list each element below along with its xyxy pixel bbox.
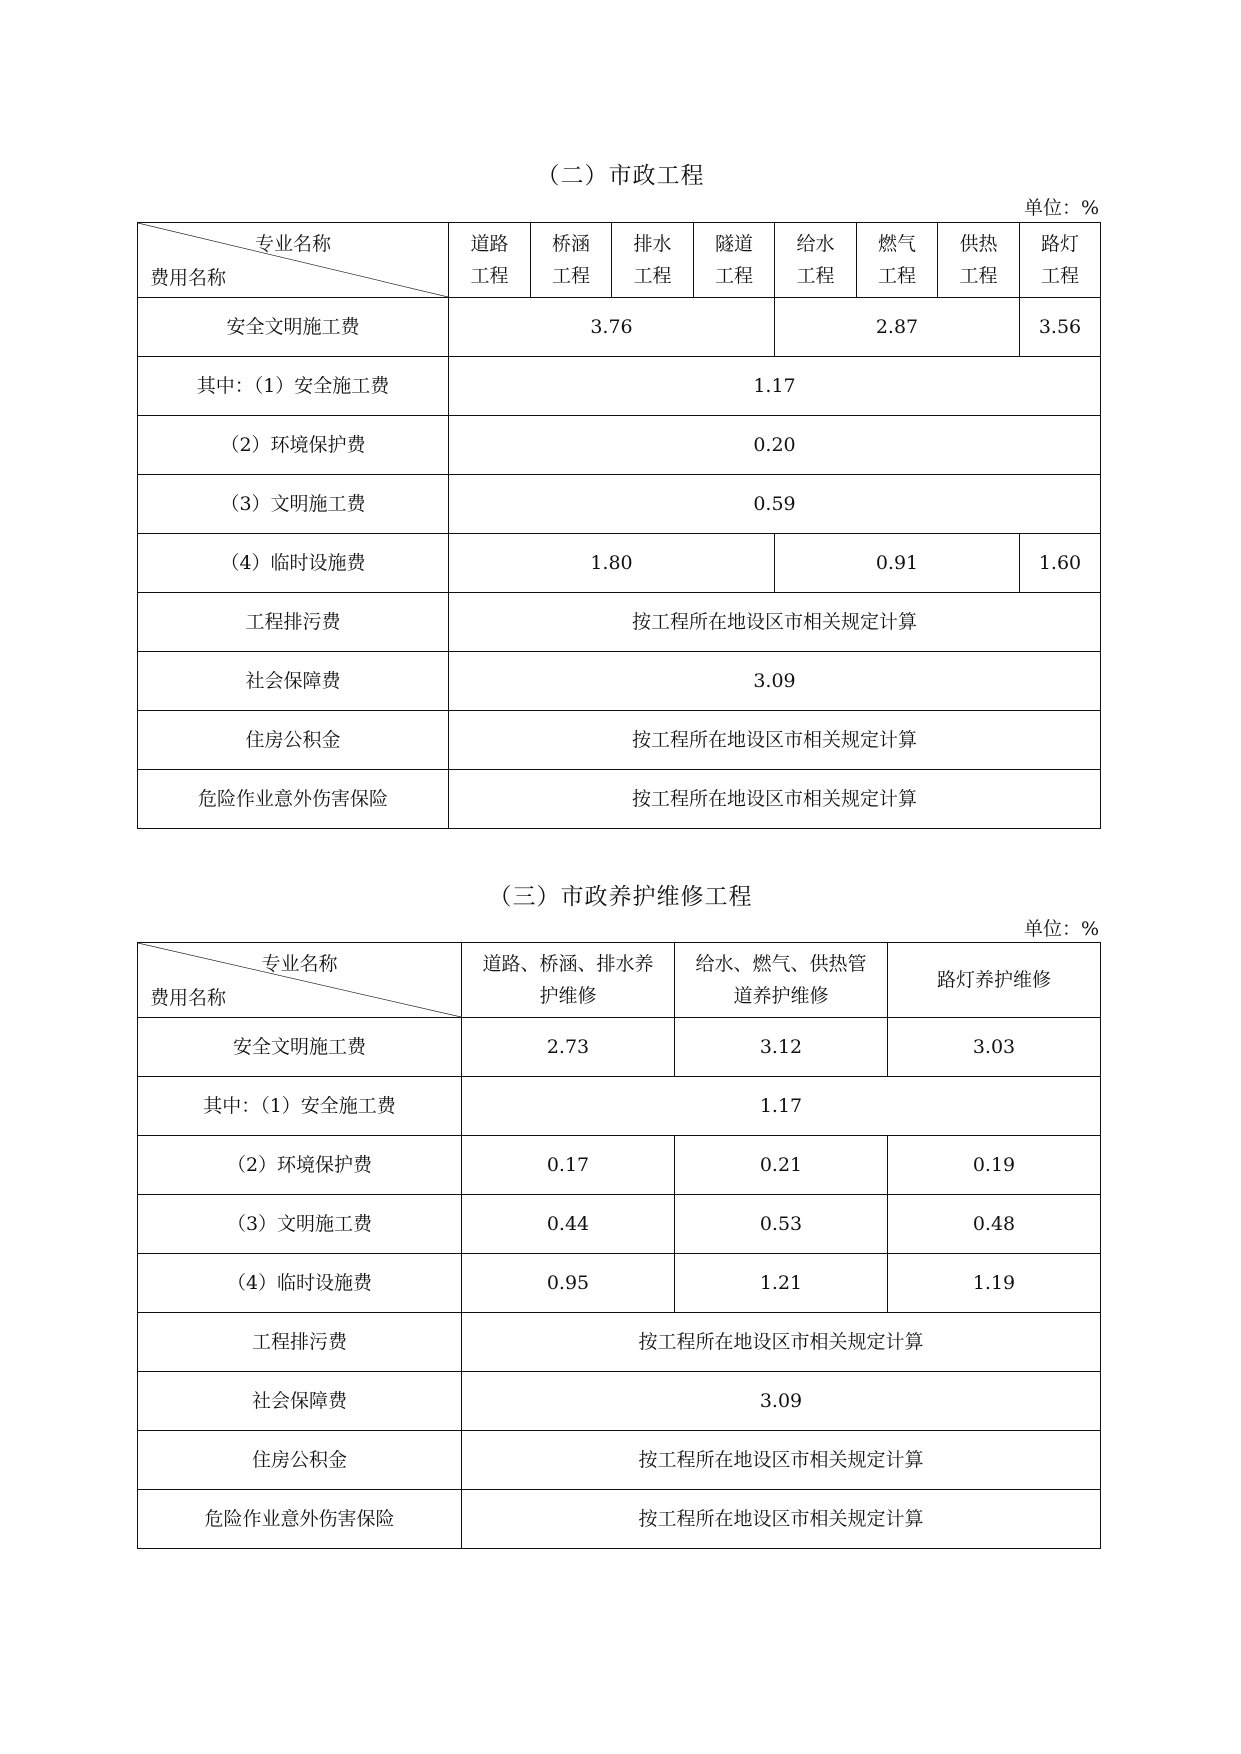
value-cell: 0.91 <box>775 534 1020 593</box>
value-cell: 0.21 <box>675 1136 888 1195</box>
column-header: 燃气 工程 <box>857 223 938 298</box>
row-label: 住房公积金 <box>138 711 449 770</box>
section2-title: （二）市政工程 <box>536 163 705 189</box>
table-row <box>138 1018 1101 1077</box>
value-cell: 0.48 <box>888 1195 1101 1254</box>
table-row <box>138 1313 1101 1372</box>
value-cell: 1.17 <box>462 1077 1101 1136</box>
table-row <box>138 357 1101 416</box>
table-row <box>138 1431 1101 1490</box>
value-cell: 按工程所在地设区市相关规定计算 <box>449 593 1101 652</box>
row-label: 社会保障费 <box>138 1372 462 1431</box>
row-label: 危险作业意外伤害保险 <box>138 770 449 829</box>
table-row <box>138 475 1101 534</box>
row-label: 工程排污费 <box>138 1313 462 1372</box>
value-cell: 1.80 <box>449 534 775 593</box>
row-label: 安全文明施工费 <box>138 298 449 357</box>
column-header: 道路、桥涵、排水养 护维修 <box>462 943 675 1018</box>
column-header: 排水 工程 <box>612 223 694 298</box>
table-row <box>138 1254 1101 1313</box>
value-cell: 按工程所在地设区市相关规定计算 <box>449 711 1101 770</box>
row-label: 住房公积金 <box>138 1431 462 1490</box>
table-row <box>138 593 1101 652</box>
table-row <box>138 652 1101 711</box>
value-cell: 0.17 <box>462 1136 675 1195</box>
table-row <box>138 1077 1101 1136</box>
row-label: （3）文明施工费 <box>138 475 449 534</box>
table-row <box>138 770 1101 829</box>
column-header: 桥涵 工程 <box>531 223 612 298</box>
value-cell: 按工程所在地设区市相关规定计算 <box>462 1313 1101 1372</box>
table-header-row <box>138 943 1101 1018</box>
table-header-row <box>138 223 1101 298</box>
row-label: 其中：（1）安全施工费 <box>138 357 449 416</box>
diag-top-label: 专业名称 <box>254 233 331 255</box>
row-label: 工程排污费 <box>138 593 449 652</box>
diagonal-header-cell <box>138 223 449 298</box>
value-cell: 1.17 <box>449 357 1101 416</box>
row-label: 社会保障费 <box>138 652 449 711</box>
value-cell: 3.09 <box>449 652 1101 711</box>
value-cell: 2.87 <box>775 298 1020 357</box>
diagonal-header-cell <box>138 943 462 1018</box>
table-row <box>138 1195 1101 1254</box>
section3-unit: 单位：% <box>1023 918 1099 940</box>
table-row <box>138 711 1101 770</box>
value-cell: 0.19 <box>888 1136 1101 1195</box>
table-row <box>138 1490 1101 1549</box>
diag-bottom-label: 费用名称 <box>150 267 227 289</box>
value-cell: 按工程所在地设区市相关规定计算 <box>462 1490 1101 1549</box>
column-header: 给水、燃气、供热管 道养护维修 <box>675 943 888 1018</box>
value-cell: 0.20 <box>449 416 1101 475</box>
value-cell: 0.95 <box>462 1254 675 1313</box>
row-label: （2）环境保护费 <box>138 416 449 475</box>
table-row <box>138 416 1101 475</box>
row-label: （3）文明施工费 <box>138 1195 462 1254</box>
value-cell: 3.12 <box>675 1018 888 1077</box>
value-cell: 按工程所在地设区市相关规定计算 <box>449 770 1101 829</box>
value-cell: 0.59 <box>449 475 1101 534</box>
value-cell: 0.53 <box>675 1195 888 1254</box>
row-label: 危险作业意外伤害保险 <box>138 1490 462 1549</box>
section3-title: （三）市政养护维修工程 <box>488 884 753 910</box>
row-label: （4）临时设施费 <box>138 534 449 593</box>
column-header: 路灯养护维修 <box>888 943 1101 1018</box>
diag-bottom-label: 费用名称 <box>150 987 227 1009</box>
row-label: 安全文明施工费 <box>138 1018 462 1077</box>
section2-unit: 单位：% <box>1023 197 1099 219</box>
column-header: 道路 工程 <box>449 223 531 298</box>
value-cell: 1.21 <box>675 1254 888 1313</box>
municipal-maintenance-fee-table <box>137 942 1101 1549</box>
diag-top-label: 专业名称 <box>261 953 338 975</box>
column-header: 供热 工程 <box>938 223 1020 298</box>
municipal-fee-table <box>137 222 1101 829</box>
column-header: 隧道 工程 <box>694 223 775 298</box>
value-cell: 2.73 <box>462 1018 675 1077</box>
table-row <box>138 1136 1101 1195</box>
value-cell: 3.03 <box>888 1018 1101 1077</box>
row-label: （4）临时设施费 <box>138 1254 462 1313</box>
table-row <box>138 534 1101 593</box>
value-cell: 3.09 <box>462 1372 1101 1431</box>
value-cell: 3.76 <box>449 298 775 357</box>
value-cell: 1.19 <box>888 1254 1101 1313</box>
column-header: 给水 工程 <box>775 223 857 298</box>
row-label: 其中：（1）安全施工费 <box>138 1077 462 1136</box>
value-cell: 1.60 <box>1020 534 1101 593</box>
row-label: （2）环境保护费 <box>138 1136 462 1195</box>
column-header: 路灯 工程 <box>1020 223 1101 298</box>
value-cell: 按工程所在地设区市相关规定计算 <box>462 1431 1101 1490</box>
table-row <box>138 298 1101 357</box>
value-cell: 3.56 <box>1020 298 1101 357</box>
table-row <box>138 1372 1101 1431</box>
value-cell: 0.44 <box>462 1195 675 1254</box>
